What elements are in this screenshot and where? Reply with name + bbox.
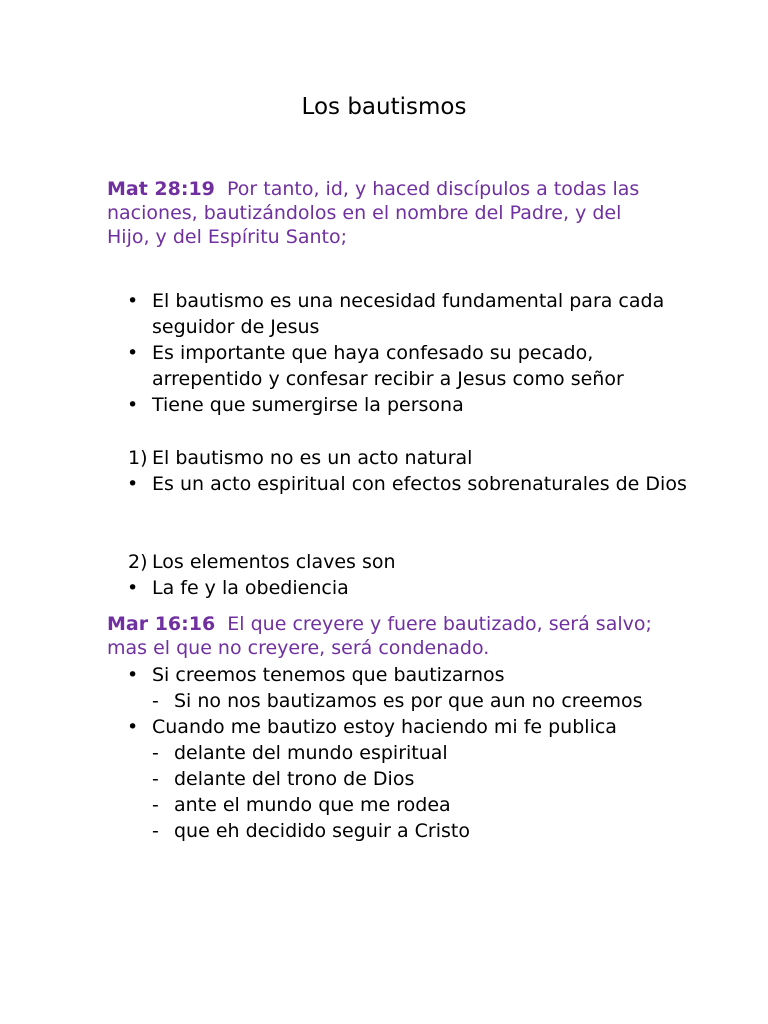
verse-reference: Mat 28:19 (107, 178, 215, 200)
numbered-point-2 (107, 549, 687, 601)
dash-icon: - (152, 794, 159, 816)
item-number: 2) (128, 551, 148, 573)
list-item: • Es importante que haya confesado su pecado, arrepentido y confesar recibir a Jesus como señor (127, 342, 624, 390)
verse-mar-16-16 (107, 612, 667, 660)
bullet-icon: • (127, 664, 139, 686)
bullet-icon: • (127, 342, 139, 364)
dash-icon: - (152, 820, 159, 842)
list-item: • La fe y la obediencia (127, 577, 349, 599)
dash-icon: - (152, 690, 159, 712)
bullet-list-faith (107, 662, 687, 844)
sub-list-item: - ante el mundo que me rodea (152, 794, 451, 816)
list-item: • El bautismo es una necesidad fundamental para cada seguidor de Jesus (127, 290, 665, 338)
numbered-item: 1) El bautismo no es un acto natural (128, 447, 473, 469)
sub-list-item: - delante del mundo espiritual (152, 742, 448, 764)
numbered-item: 2) Los elementos claves son (128, 551, 396, 573)
numbered-point-1 (107, 445, 687, 497)
list-item: • Si creemos tenemos que bautizarnos (127, 664, 505, 686)
sub-list-item: - delante del trono de Dios (152, 768, 415, 790)
dash-icon: - (152, 742, 159, 764)
item-number: 1) (128, 447, 148, 469)
bullet-icon: • (127, 577, 139, 599)
bullet-icon: • (127, 394, 139, 416)
bullet-icon: • (127, 473, 139, 495)
verse-reference: Mar 16:16 (107, 613, 216, 635)
list-item: • Es un acto espiritual con efectos sobrenaturales de Dios (127, 473, 687, 495)
page-title: Los bautismos (301, 94, 467, 120)
dash-icon: - (152, 768, 159, 790)
verse-text: El que creyere y fuere bautizado, será salvo; mas el que no creyere, será condenado. (107, 613, 652, 659)
list-item: • Cuando me bautizo estoy haciendo mi fe publica (127, 716, 617, 738)
verse-mat-28-19 (107, 177, 667, 249)
list-item: • Tiene que sumergirse la persona (127, 394, 464, 416)
bullet-icon: • (127, 716, 139, 738)
sub-list-item: - Si no nos bautizamos es por que aun no creemos (152, 690, 643, 712)
bullet-list-baptism (107, 288, 687, 418)
bullet-icon: • (127, 290, 139, 312)
verse-text: Por tanto, id, y haced discípulos a todas las naciones, bautizándolos en el nombre del Padre, y del Hijo, y del Espíritu Santo; (107, 178, 640, 248)
sub-list-item: - que eh decidido seguir a Cristo (152, 820, 470, 842)
